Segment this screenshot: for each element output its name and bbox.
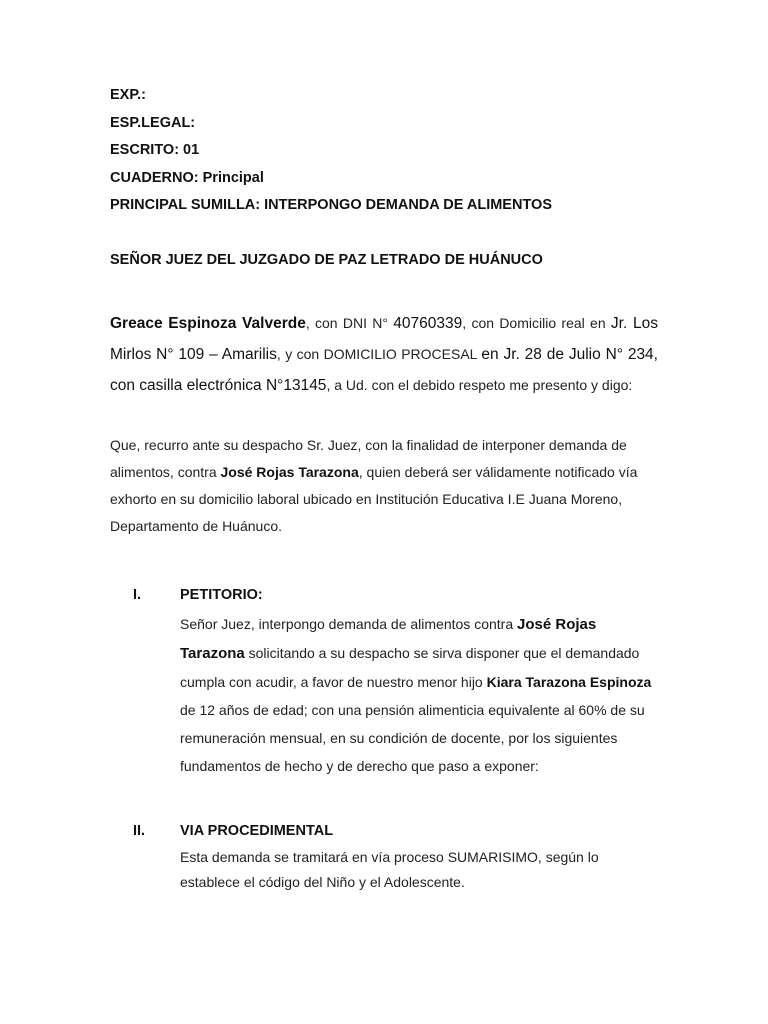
petitorio-text-2: solicitando a su despacho se sirva disponer que el demandado cumpla con acudir, a favor de nuestro menor hijo: [180, 645, 640, 690]
real-address: Jr. Los Mirlos N° 109 – Amarilis: [110, 315, 658, 363]
intro-paragraph: [110, 308, 658, 401]
section-title-via: VIA PROCEDIMENTAL: [180, 823, 334, 839]
header-sumilla: PRINCIPAL SUMILLA: INTERPONGO DEMANDA DE ALIMENTOS: [110, 197, 552, 213]
intro-text-1: , con DNI N°: [305, 315, 394, 331]
addressee-line: SEÑOR JUEZ DEL JUZGADO DE PAZ LETRADO DE HUÁNUCO: [110, 252, 543, 268]
que-text-1: Que, recurro ante su despacho Sr. Juez, con la finalidad de interponer demanda de alimentos, contra: [110, 437, 627, 480]
header-esp-legal: ESP.LEGAL:: [110, 115, 196, 131]
petitorio-text-3: de 12 años de edad; con una pensión alimenticia equivalente al 60% de su remuneración mensual, en su condición de docente, por los siguientes fundamentos de hecho y de derecho que paso a exponer:: [180, 702, 645, 774]
intro-text-4: , a Ud. con el debido respeto me presento y digo:: [326, 377, 633, 393]
intro-text-3: , y con DOMICILIO PROCESAL: [276, 346, 482, 362]
header-cuaderno: CUADERNO: Principal: [110, 170, 264, 186]
defendant-name: José Rojas Tarazona: [220, 464, 359, 480]
section-title-petitorio: PETITORIO:: [180, 587, 263, 603]
section-body-via: Esta demanda se tramitará en vía proceso SUMARISIMO, según lo establece el código del Niño y el Adolescente.: [180, 849, 599, 890]
section-body-petitorio: [180, 610, 660, 780]
section-number-petitorio: I.: [133, 587, 142, 603]
plaintiff-name: Greace Espinoza Valverde: [110, 315, 306, 332]
child-name: Kiara Tarazona Espinoza: [486, 674, 652, 690]
intro-text-2: , con Domicilio real en: [462, 315, 611, 331]
procedural-address: en Jr. 28 de Julio N° 234, con casilla electrónica N°13145: [110, 346, 658, 394]
petitorio-text-1: Señor Juez, interpongo demanda de alimentos contra: [180, 616, 517, 632]
que-text-2: , quien deberá ser válidamente notificado vía exhorto en su domicilio laboral ubicado en Institución Educativa I.E Juana Moreno, Departamento de Huánuco.: [110, 464, 638, 534]
que-paragraph: [110, 432, 658, 540]
header-escrito: ESCRITO: 01: [110, 142, 200, 158]
dni-number: 40760339: [393, 315, 463, 332]
petitorio-defendant-name: José Rojas Tarazona: [180, 616, 597, 662]
section-number-via: II.: [133, 823, 146, 839]
header-exp: EXP.:: [110, 87, 147, 103]
